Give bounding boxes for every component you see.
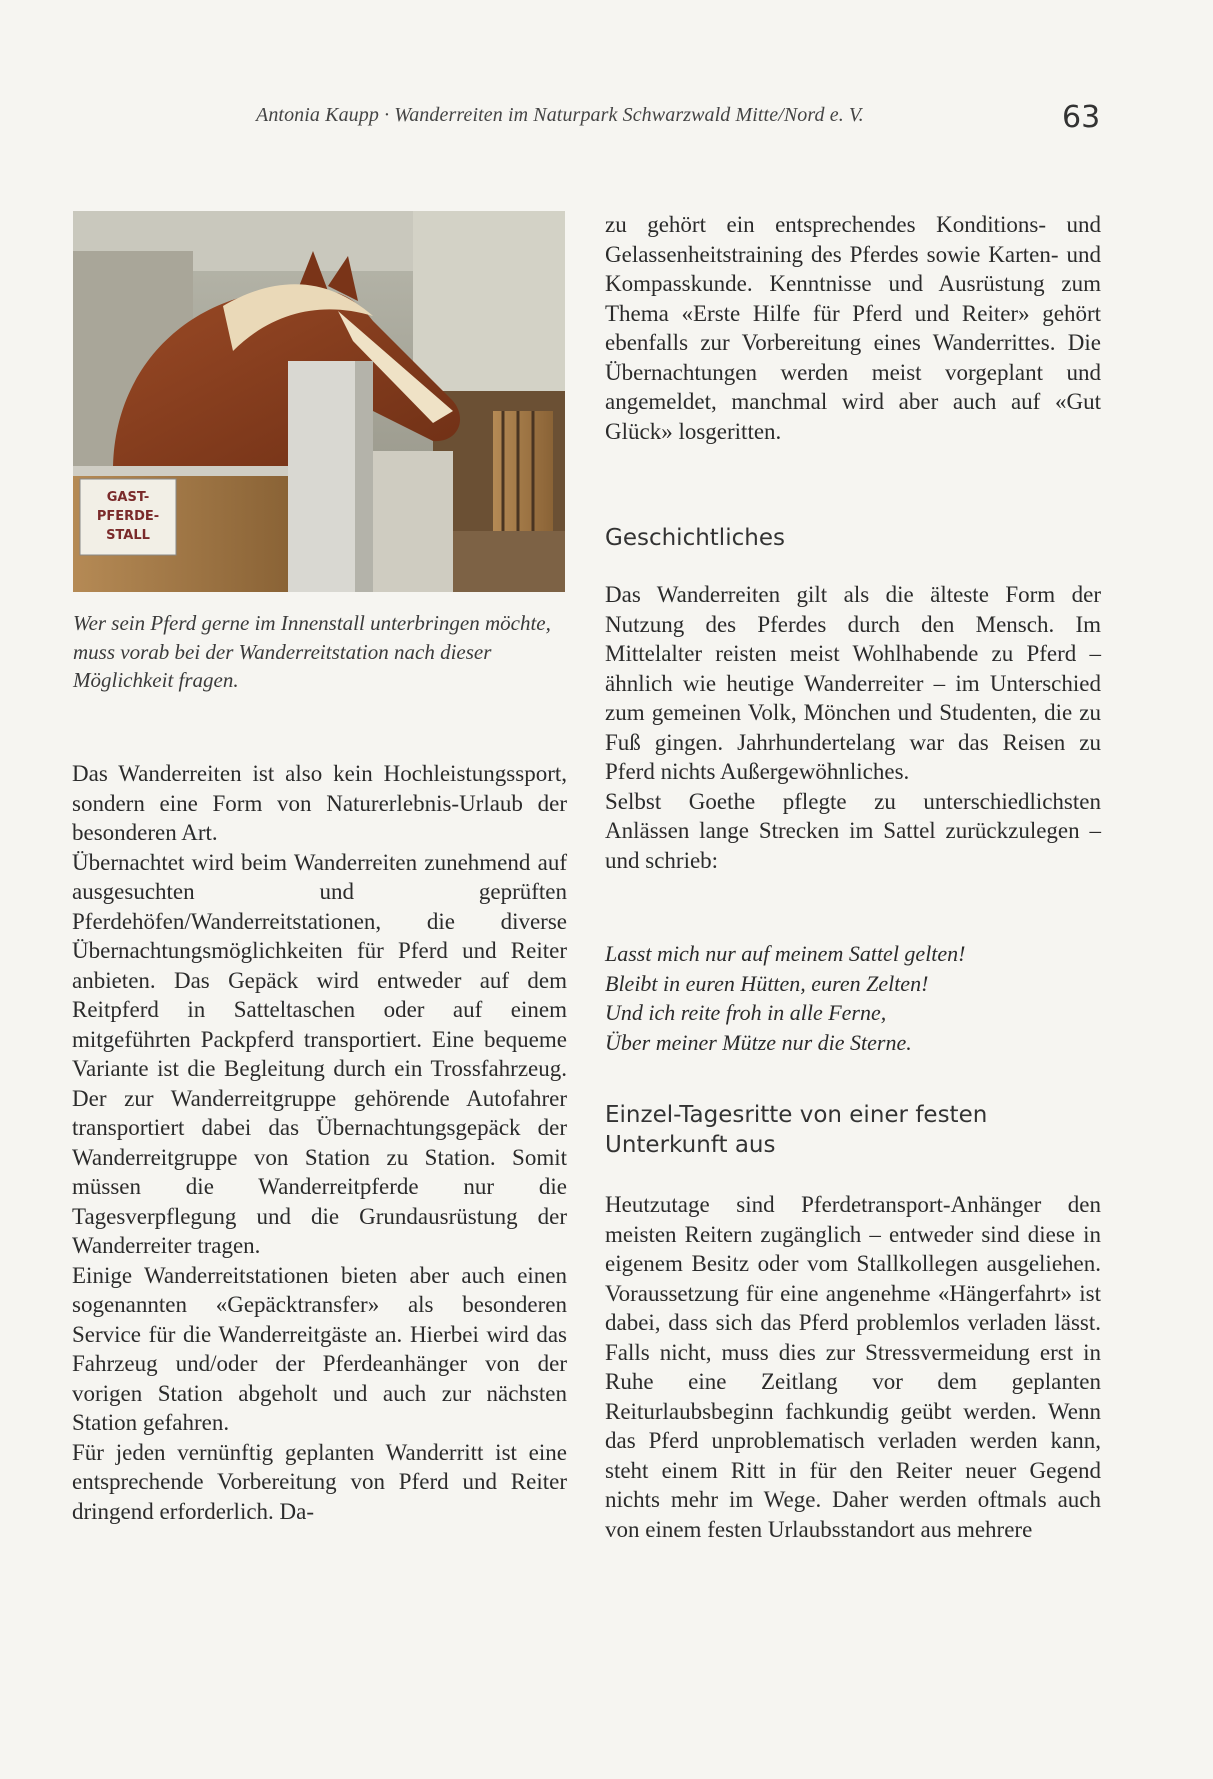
paragraph: Selbst Goethe pflegte zu unterschiedlichsten Anlässen lange Strecken im Sattel zurückzulegen – und schrieb:	[605, 788, 1101, 873]
running-head: Antonia Kaupp · Wanderreiten im Naturpark Schwarzwald Mitte/Nord e. V.	[256, 104, 864, 126]
poem-line: Und ich reite froh in alle Ferne,	[605, 1000, 887, 1025]
goethe-poem	[605, 939, 1101, 1057]
paragraph: Das Wanderreiten gilt als die älteste Form der Nutzung des Pferdes durch den Mensch. Im Mittelalter reisten meist Wohlhabende zu Pferd – ähnlich wie heutige Wanderreiter – im Unterschied zum gemeinen Volk, Mönchen und Studenten, die zu Fuß gingen. Jahrhundertelang war das Reisen zu Pferd nichts Außergewöhnliches.	[605, 582, 1101, 784]
paragraph: zu gehört ein entsprechendes Konditions- und Gelassenheitstraining des Pferdes sowie Karten- und Kompasskunde. Kenntnisse und Ausrüstung zum Thema «Erste Hilfe für Pferd und Reiter» gehört ebenfalls zur Vorbereitung eines Wanderrittes. Die Übernachtungen werden meist vorgeplant und angemeldet, manchmal wird aber auch auf «Gut Glück» losgeritten.	[605, 212, 1101, 444]
poem-line: Über meiner Mütze nur die Sterne.	[605, 1029, 912, 1055]
heading-line: Unterkunft aus	[605, 1132, 776, 1158]
left-column	[72, 759, 567, 1526]
section-heading-history: Geschichtliches	[605, 525, 785, 551]
paragraph: Das Wanderreiten ist also kein Hochleistungssport, sondern eine Form von Naturerlebnis-Urlaub der besonderen Art.	[72, 761, 567, 845]
sign-line-1: GAST-	[106, 490, 150, 505]
right-column-intro	[605, 210, 1101, 446]
paragraph: Übernachtet wird beim Wanderreiten zunehmend auf ausgesuchten und geprüften Pferdehöfen/Wanderreitstationen, die diverse Übernachtungsmöglichkeiten für Pferd und Reiter anbieten. Das Gepäck wird entweder auf dem Reitpferd in Satteltaschen oder auf einem mitgeführten Packpferd transportiert. Eine bequeme Variante ist die Begleitung durch ein Trossfahrzeug. Der zur Wanderreitgruppe gehörende Autofahrer transportiert dabei das Übernachtungsgepäck der Wanderreitgruppe von Station zu Station. Somit müssen die Wanderreitpferde nur die Tagesverpflegung und die Grundausrüstung der Wanderreiter tragen.	[72, 849, 567, 1258]
sign-line-3: STALL	[106, 528, 150, 543]
poem-line: Lasst mich nur auf meinem Sattel gelten!	[605, 941, 966, 966]
paragraph: Für jeden vernünftig geplanten Wanderritt ist eine entsprechende Vorbereitung von Pferd und Reiter dringend erforderlich. Da-	[72, 1439, 567, 1524]
heading-line: Einzel-Tagesritte von einer festen	[605, 1102, 988, 1128]
paragraph: Heutzutage sind Pferdetransport-Anhänger den meisten Reitern zugänglich – entweder sind diese in eigenem Besitz oder vom Stallkollegen ausgeliehen. Voraussetzung für eine angenehme «Hängerfahrt» ist dabei, dass sich das Pferd problemlos verladen lässt. Falls nicht, muss dies zur Stressvermeidung erst in Ruhe eine Zeitlang vor dem geplanten Reiturlaubsbeginn fachkundig geübt werden. Wenn das Pferd unproblematisch verladen werden kann, steht einem Ritt in für den Reiter neuer Gegend nichts mehr im Wege. Daher werden oftmals auch von einem festen Urlaubsstandort aus mehrere	[605, 1192, 1101, 1542]
figure-caption: Wer sein Pferd gerne im Innenstall unterbringen möchte, muss vorab bei der Wanderreitstation nach dieser Möglichkeit fragen.	[73, 611, 551, 692]
section-heading-day-rides	[605, 1100, 1101, 1160]
sign-line-2: PFERDE-	[96, 509, 160, 524]
page-number: 63	[1062, 100, 1101, 135]
history-text	[605, 580, 1101, 875]
paragraph: Einige Wanderreitstationen bieten aber auch einen sogenannten «Gepäcktransfer» als besonderen Service für die Wanderreitgäste an. Hierbei wird das Fahrzeug und/oder der Pferdeanhänger von der vorigen Station abgeholt und auch zur nächsten Station gefahren.	[72, 1262, 567, 1435]
day-rides-text	[605, 1190, 1101, 1544]
horse-stable-photo	[73, 211, 565, 592]
poem-line: Bleibt in euren Hütten, euren Zelten!	[605, 970, 929, 996]
